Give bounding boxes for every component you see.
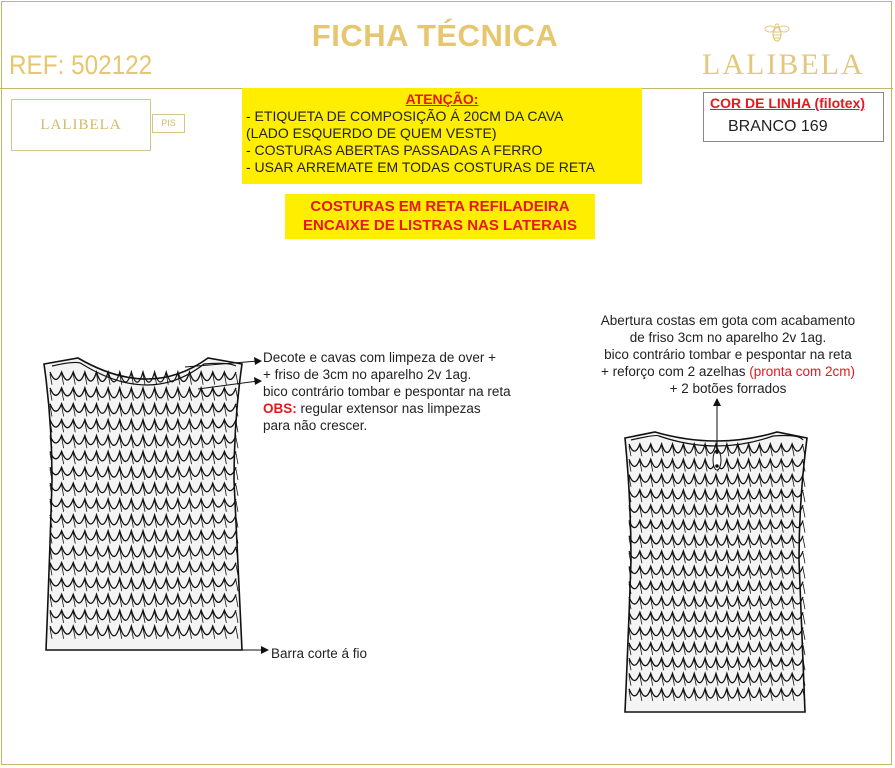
back-arrow — [710, 398, 724, 454]
ruffle-fold — [803, 584, 805, 594]
hem-note: Barra corte á fio — [271, 646, 368, 661]
front-note-line: Decote e cavas com limpeza de over + — [263, 350, 496, 365]
back-note — [578, 312, 878, 397]
pis-box: PIS — [152, 114, 185, 133]
ruffle-fold — [803, 630, 805, 640]
brand-logo: LALIBELA — [702, 48, 865, 81]
thread-color-box — [703, 92, 884, 142]
seams-box — [285, 194, 595, 239]
back-note-line: bico contrário tombar e pespontar na reta — [604, 347, 852, 362]
front-arrows — [180, 355, 265, 395]
ruffle-fold — [236, 453, 238, 464]
ruffle-fold — [803, 492, 805, 502]
attention-line: - COSTURAS ABERTAS PASSADAS A FERRO — [246, 142, 543, 158]
reference-code: REF: 502122 — [9, 50, 153, 80]
page-title: FICHA TÉCNICA — [311, 18, 559, 53]
ruffle-fold — [803, 614, 805, 624]
ruffle-fold — [236, 469, 238, 480]
ruffle-fold — [803, 553, 805, 563]
ruffle-fold — [803, 599, 805, 609]
seams-line: ENCAIXE DE LISTRAS NAS LATERAIS — [303, 217, 577, 234]
ruffle-fold — [236, 485, 238, 496]
back-note-prefix: + reforço com 2 azelhas — [601, 364, 750, 379]
ruffle-fold — [803, 477, 805, 487]
front-note — [263, 349, 511, 434]
ruffle-fold — [236, 501, 238, 512]
back-note-line: + 2 botões forrados — [669, 381, 787, 396]
seams-line: COSTURAS EM RETA REFILADEIRA — [310, 198, 570, 215]
front-note-line: + friso de 3cm no aparelho 2v 1ag. — [263, 367, 472, 382]
ruffle-fold — [236, 438, 238, 449]
back-garment-sketch — [617, 420, 817, 716]
attention-line: - USAR ARREMATE EM TODAS COSTURAS DE RETA — [246, 159, 596, 175]
obs-text: regular extensor nas limpezas — [296, 401, 481, 416]
obs-label: OBS: — [263, 401, 297, 416]
thread-color-value: BRANCO 169 — [728, 118, 828, 135]
ruffle-fold — [803, 568, 805, 578]
back-note-line: de friso 3cm no aparelho 2v 1ag. — [629, 330, 827, 345]
bee-icon — [764, 20, 790, 44]
attention-heading: ATENÇÃO: — [405, 91, 479, 107]
hem-arrow — [238, 642, 270, 658]
front-note-line: para não crescer. — [263, 418, 368, 433]
front-note-line: bico contrário tombar e pespontar na reta — [263, 384, 511, 399]
ruffle-fold — [803, 507, 805, 517]
ruffle-fold — [803, 522, 805, 532]
ruffle-fold — [803, 538, 805, 548]
attention-line: - ETIQUETA DE COMPOSIÇÃO Á 20CM DA CAVA — [246, 108, 564, 124]
attention-box — [242, 88, 642, 184]
brand-logo-box: LALIBELA — [11, 99, 151, 151]
back-note-line: Abertura costas em gota com acabamento — [600, 313, 856, 328]
back-note-red: (pronta com 2cm) — [749, 364, 855, 379]
attention-line: (LADO ESQUERDO DE QUEM VESTE) — [246, 125, 497, 141]
front-garment-sketch — [38, 350, 270, 660]
thread-color-label: COR DE LINHA (filotex) — [710, 95, 866, 111]
